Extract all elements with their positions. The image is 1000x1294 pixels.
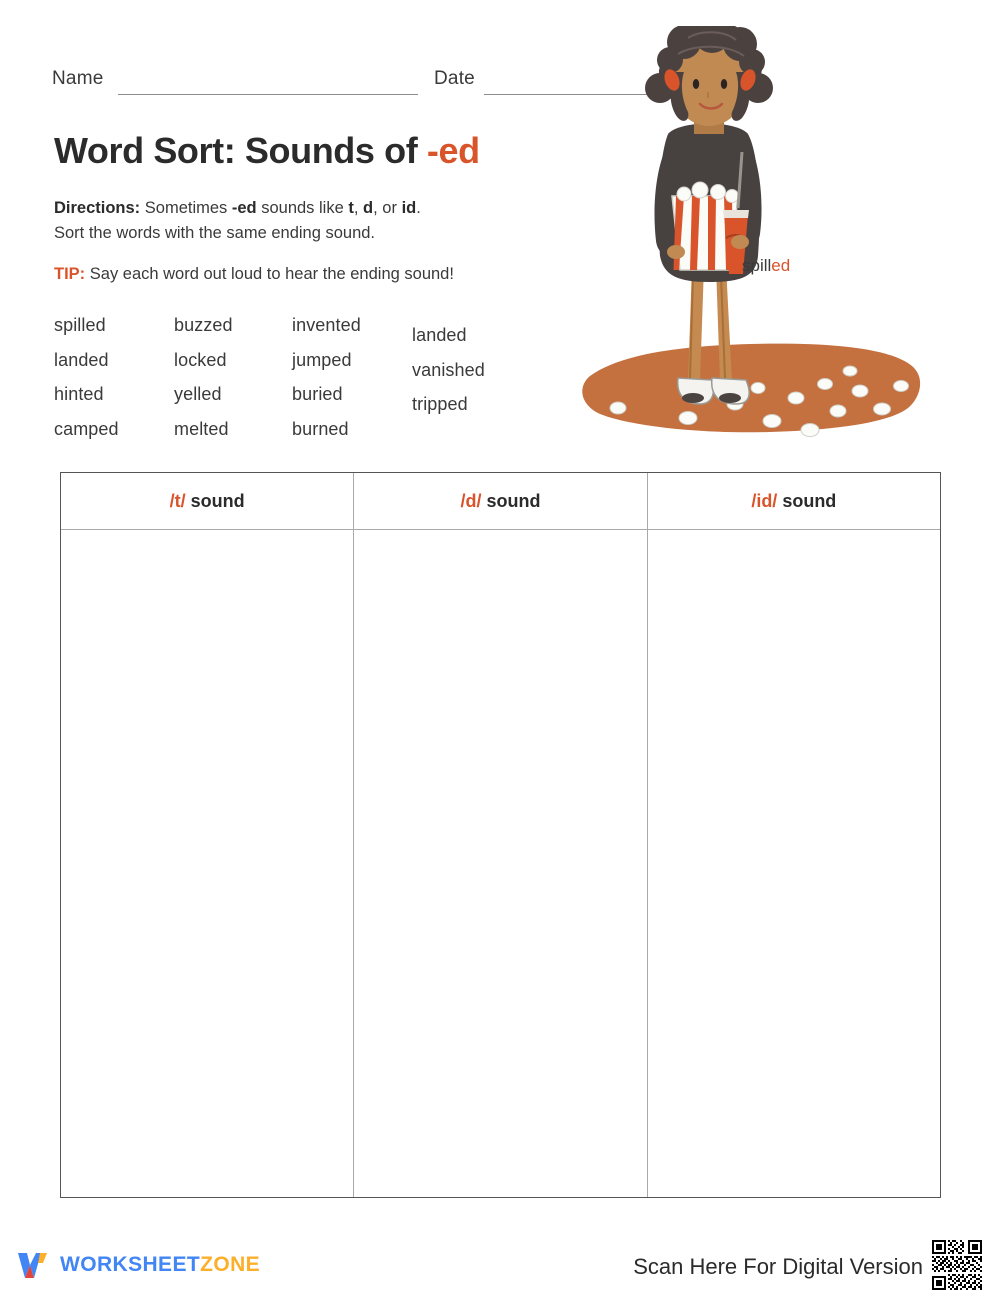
logo-text: [60, 1253, 260, 1277]
scan-instruction-text: Scan Here For Digital Version: [633, 1254, 923, 1279]
sound-label: sound: [777, 490, 837, 511]
word-bank-word: burned: [292, 418, 349, 439]
word-bank-word: landed: [412, 325, 467, 345]
column-header-label: [460, 491, 540, 512]
phoneme-label: /d/: [460, 490, 482, 511]
page-title: [54, 130, 480, 172]
name-label: Name: [52, 68, 104, 89]
caption-main: spill: [742, 256, 772, 275]
word-bank-word: camped: [54, 418, 119, 439]
word-bank-word: landed: [54, 349, 109, 370]
directions-suffix: -ed: [231, 199, 257, 217]
answer-area[interactable]: [61, 530, 353, 1197]
page-title-accent: -ed: [426, 130, 480, 171]
directions-label: Directions:: [54, 199, 141, 217]
logo-w-mark: [16, 1250, 50, 1280]
date-label: Date: [434, 68, 475, 89]
illustration-caption: [742, 256, 790, 276]
directions-text-a: Sometimes: [140, 199, 232, 217]
directions-period: .: [416, 199, 421, 217]
sound-label: sound: [481, 490, 541, 511]
directions-line-2: Sort the words with the same ending sound.: [54, 224, 376, 242]
word-bank-word: spilled: [54, 315, 106, 335]
answer-column-id-sound[interactable]: [647, 530, 940, 1197]
word-bank-word: yelled: [174, 384, 222, 404]
eye-right: [721, 79, 727, 89]
word-bank: [54, 308, 574, 448]
directions-sound-id: id: [401, 199, 417, 217]
word-bank-word: melted: [174, 418, 229, 439]
column-header-id-sound: [647, 473, 940, 529]
word-bank-word: tripped: [412, 394, 468, 414]
column-header-label: [751, 491, 836, 512]
word-bank-word: hinted: [54, 384, 104, 404]
tip-block: [54, 262, 614, 287]
hand-right: [731, 235, 749, 249]
page-title-main: Word Sort: Sounds of: [54, 130, 427, 171]
column-header-label: [170, 491, 245, 512]
word-bank-word: invented: [292, 315, 361, 335]
directions-comma-1: ,: [353, 199, 364, 217]
directions-sound-d: d: [363, 199, 374, 217]
phoneme-label: /id/: [751, 490, 778, 511]
logo-worksheet: WORKSHEET: [60, 1253, 201, 1276]
hand-left: [667, 245, 685, 259]
column-header-d-sound: [353, 473, 646, 529]
qr-code[interactable]: [928, 1236, 986, 1294]
sound-label: sound: [185, 490, 245, 511]
tip-text: Say each word out loud to hear the ending sound!: [85, 265, 454, 283]
word-bank-column: [174, 308, 233, 446]
answer-area[interactable]: [648, 530, 940, 1197]
word-bank-column: [292, 308, 361, 446]
column-header-t-sound: [61, 473, 353, 529]
page-footer: [0, 1228, 1000, 1294]
directions-text-b: sounds like: [256, 199, 349, 217]
word-bank-word: buzzed: [174, 315, 233, 335]
word-bank-column: [54, 308, 119, 446]
caption-accent: ed: [771, 256, 791, 275]
answer-column-d-sound[interactable]: [353, 530, 646, 1197]
phoneme-label: /t/: [169, 490, 186, 511]
worksheet-zone-logo[interactable]: [16, 1250, 260, 1280]
answer-area[interactable]: [354, 530, 646, 1197]
word-sort-table: [60, 472, 941, 1198]
answer-column-t-sound[interactable]: [61, 530, 353, 1197]
eye-left: [693, 79, 699, 89]
word-bank-word: jumped: [292, 349, 352, 370]
word-bank-word: vanished: [412, 359, 485, 380]
directions-block: [54, 196, 574, 246]
word-sort-table-header-row: [61, 473, 940, 530]
logo-zone: ZONE: [200, 1253, 261, 1276]
directions-sound-t: t: [348, 199, 354, 217]
girl-with-spilled-popcorn-illustration: [560, 26, 940, 446]
word-bank-word: locked: [174, 349, 227, 370]
word-sort-table-body: [61, 530, 940, 1197]
word-bank-column: [412, 318, 485, 422]
word-bank-word: buried: [292, 384, 343, 404]
name-input-line[interactable]: [118, 94, 418, 95]
directions-comma-2: , or: [373, 199, 402, 217]
tip-label: TIP:: [54, 265, 86, 283]
